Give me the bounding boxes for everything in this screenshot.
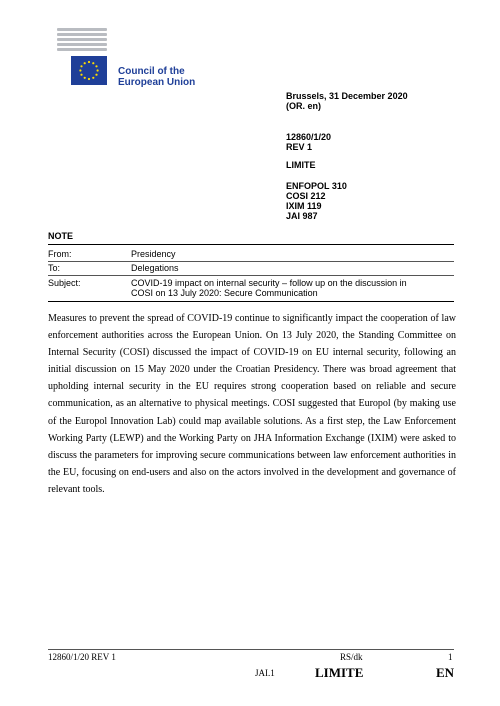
classification-label: LIMITE <box>286 160 316 170</box>
subject-line: COVID-19 impact on internal security – follow up on the discussion in <box>131 278 407 288</box>
footer-doc-ref: 12860/1/20 REV 1 <box>48 652 116 662</box>
subject-value <box>131 278 453 298</box>
place-date-block <box>286 91 408 111</box>
footer-page-number: 1 <box>448 652 453 662</box>
code-item: IXIM 119 <box>286 201 322 211</box>
eu-flag-icon <box>71 56 107 85</box>
from-label: From: <box>48 249 72 259</box>
document-number: 12860/1/20 <box>286 132 332 142</box>
code-item: ENFOPOL 310 <box>286 181 347 191</box>
original-language: (OR. en) <box>286 101 321 111</box>
divider <box>48 261 454 262</box>
code-item: COSI 212 <box>286 191 326 201</box>
body-paragraph: Measures to prevent the spread of COVID-19 continue to significantly impact the cooperation of law enforcement authorities across the European Union. On 13 July 2020, the Standing Committee on Internal Security (COSI) discussed the impact of COVID-19 on EU internal security, following an initial discussion on 15 May 2020 under the Croatian Presidency. There was broad agreement that upholding internal security in the EU requires strong cooperation based on reliable and secure communication, as an alternative to physical meetings. COSI suggested that Europol (by making use of the Europol Innovation Lab) could map available solutions. As a first step, the Law Enforcement Working Party (LEWP) and the Working Party on JHA Information Exchange (IXIM) were asked to discuss the parameters for improving secure communications between law enforcement authorities in the EU, focusing on end-users and also on the actors involved in the development and governance of relevant tools. <box>48 313 456 495</box>
org-line-2: European Union <box>118 77 196 88</box>
subject-line: COSI on 13 July 2020: Secure Communication <box>131 288 318 298</box>
divider <box>48 244 454 245</box>
revision: REV 1 <box>286 142 313 152</box>
council-logo-stripes <box>57 28 107 55</box>
from-value: Presidency <box>131 249 176 259</box>
place-date: Brussels, 31 December 2020 <box>286 91 408 101</box>
document-number-block <box>286 132 331 152</box>
organisation-name <box>118 66 195 88</box>
divider <box>48 275 454 276</box>
note-title: NOTE <box>48 231 74 241</box>
to-label: To: <box>48 263 61 273</box>
org-line-1: Council of the <box>118 66 185 77</box>
subject-label: Subject: <box>48 278 81 288</box>
footer-author: RS/dk <box>340 652 363 662</box>
footer-unit: JAI.1 <box>255 668 275 678</box>
divider <box>48 301 454 302</box>
code-item: JAI 987 <box>286 211 318 221</box>
footer-classification: LIMITE <box>315 665 364 680</box>
footer-language: EN <box>436 665 455 680</box>
to-value: Delegations <box>131 263 179 273</box>
document-codes <box>286 181 347 221</box>
footer-divider <box>48 649 454 650</box>
